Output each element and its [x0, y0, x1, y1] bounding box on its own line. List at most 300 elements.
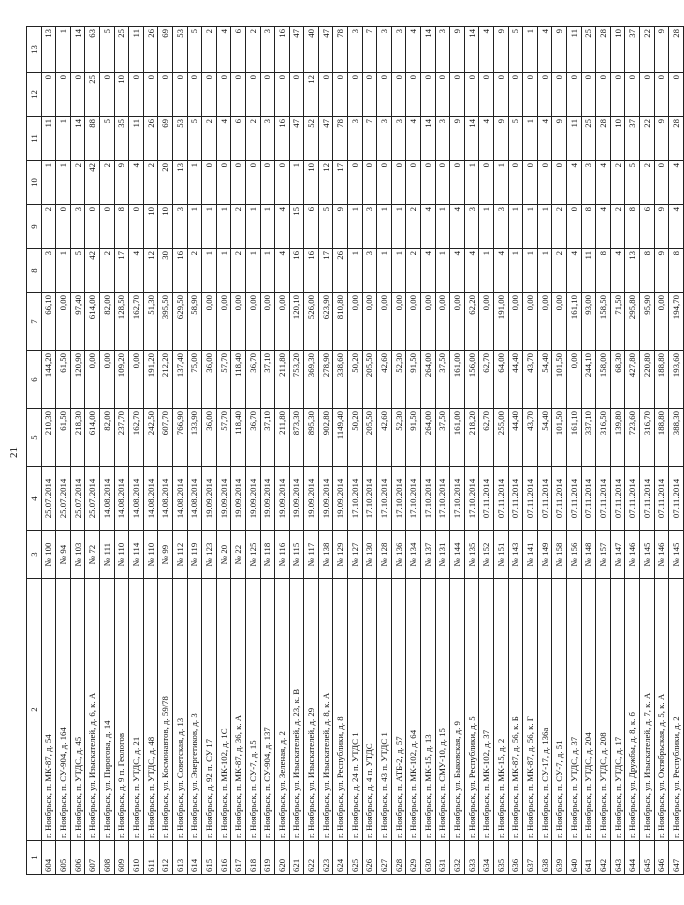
table-row — [552, 27, 567, 875]
table-cell: 118,40 — [231, 409, 246, 467]
table-cell: г. Ноябрьск, ул. Республики, д. 2 — [669, 579, 684, 841]
table-row — [581, 27, 596, 875]
table-cell: 53 — [172, 117, 187, 161]
table-cell: 1 — [479, 249, 494, 293]
table-cell: 2 — [231, 205, 246, 249]
table-cell: 133,90 — [187, 409, 202, 467]
table-cell: 244,10 — [581, 351, 596, 409]
table-cell: 4 — [479, 117, 494, 161]
table-cell: 07.11.2014 — [508, 467, 523, 531]
table-cell: 0 — [508, 73, 523, 117]
table-cell: № 119 — [187, 531, 202, 579]
column-number-header: 11 — [27, 117, 42, 161]
table-cell: № 145 — [639, 531, 654, 579]
table-cell: 25.07.2014 — [56, 467, 71, 531]
table-cell: № 22 — [231, 531, 246, 579]
table-cell: 42,60 — [377, 351, 392, 409]
table-cell: 0 — [99, 205, 114, 249]
table-cell: 0 — [566, 205, 581, 249]
table-cell: 78 — [333, 27, 348, 73]
table-cell: 07.11.2014 — [523, 467, 538, 531]
table-cell: 1 — [56, 249, 71, 293]
table-cell: 3 — [348, 27, 363, 73]
table-cell: № 145 — [669, 531, 684, 579]
table-cell: 629,50 — [172, 293, 187, 351]
table-row — [56, 27, 71, 875]
table-cell: 17.10.2014 — [421, 467, 436, 531]
table-cell: 4 — [596, 205, 611, 249]
table-cell: 28 — [596, 117, 611, 161]
table-cell: 0 — [494, 73, 509, 117]
table-cell: 0 — [56, 73, 71, 117]
table-cell: 11 — [129, 27, 144, 73]
table-cell: 17.10.2014 — [377, 467, 392, 531]
table-cell: 5 — [318, 205, 333, 249]
table-cell: 69 — [158, 27, 173, 73]
table-cell: № 99 — [158, 531, 173, 579]
table-cell: 638 — [537, 841, 552, 875]
table-cell: 0 — [391, 161, 406, 205]
table-cell: 4 — [216, 27, 231, 73]
table-cell: 37 — [625, 117, 640, 161]
table-cell: 53 — [172, 27, 187, 73]
table-cell: 1 — [523, 249, 538, 293]
table-cell: 4 — [596, 161, 611, 205]
table-cell: г. Ноябрьск, ул. Дружбы, д. 8, к. б — [625, 579, 640, 841]
table-cell: 78 — [333, 117, 348, 161]
table-row — [245, 27, 260, 875]
table-cell: 609 — [114, 841, 129, 875]
table-row — [70, 27, 85, 875]
table-cell: 17.10.2014 — [406, 467, 421, 531]
table-cell: 13 — [625, 249, 640, 293]
table-cell: 0 — [566, 73, 581, 117]
table-cell: 3 — [435, 117, 450, 161]
table-cell: 139,80 — [610, 409, 625, 467]
column-number-header: 10 — [27, 161, 42, 205]
table-cell: 10 — [158, 205, 173, 249]
table-cell: 82,00 — [99, 293, 114, 351]
table-cell: № 130 — [362, 531, 377, 579]
table-cell: 6 — [231, 117, 246, 161]
table-cell: 52,30 — [391, 409, 406, 467]
table-cell: 14.08.2014 — [99, 467, 114, 531]
table-cell: 17.10.2014 — [450, 467, 465, 531]
table-cell: № 146 — [625, 531, 640, 579]
table-cell: 639 — [552, 841, 567, 875]
table-cell: 16 — [289, 249, 304, 293]
column-number-header: 8 — [27, 249, 42, 293]
table-cell: 614,00 — [85, 293, 100, 351]
table-cell: 617 — [231, 841, 246, 875]
table-cell: 0 — [245, 161, 260, 205]
table-cell: 7 — [362, 27, 377, 73]
table-cell: № 152 — [479, 531, 494, 579]
table-cell: 0 — [523, 161, 538, 205]
table-cell: 13 — [41, 27, 56, 73]
table-cell: 388,30 — [669, 409, 684, 467]
table-cell: 194,70 — [669, 293, 684, 351]
table-cell: 162,70 — [129, 293, 144, 351]
table-cell: 137,40 — [172, 351, 187, 409]
table-row — [494, 27, 509, 875]
table-cell: 19.09.2014 — [318, 467, 333, 531]
table-cell: 1 — [523, 27, 538, 73]
table-row — [362, 27, 377, 875]
table-cell: 5 — [187, 117, 202, 161]
table-row — [377, 27, 392, 875]
table-cell: 0,00 — [421, 293, 436, 351]
table-cell: 616 — [216, 841, 231, 875]
table-row — [596, 27, 611, 875]
table-cell: 4 — [494, 249, 509, 293]
table-cell: 0,00 — [552, 293, 567, 351]
table-cell: 3 — [362, 205, 377, 249]
table-cell: 0 — [362, 161, 377, 205]
table-cell: г. Ноябрьск, п. СУ-904, д. 164 — [56, 579, 71, 841]
table-cell: г. Ноябрьск, ул. Космонавтов, д. 59/78 — [158, 579, 173, 841]
table-cell: 211,80 — [275, 351, 290, 409]
table-cell: 4 — [464, 249, 479, 293]
table-cell: 3 — [581, 161, 596, 205]
table-cell: 3 — [464, 205, 479, 249]
table-cell: г. Ноябрьск, п. УТДС, д. 17 — [610, 579, 625, 841]
table-cell: 2 — [202, 117, 217, 161]
table-cell: 753,20 — [289, 351, 304, 409]
table-cell: 42,60 — [377, 409, 392, 467]
table-cell: 2 — [187, 249, 202, 293]
table-cell: 1 — [391, 205, 406, 249]
table-cell: 14.08.2014 — [143, 467, 158, 531]
table-cell: 1 — [41, 161, 56, 205]
table-cell: № 20 — [216, 531, 231, 579]
table-cell: 623,90 — [318, 293, 333, 351]
table-cell: 1 — [202, 205, 217, 249]
table-cell: г. Ноябрьск, ул. Энергетиков, д. 3 — [187, 579, 202, 841]
table-row — [333, 27, 348, 875]
table-cell: 26 — [143, 27, 158, 73]
table-cell: № 103 — [70, 531, 85, 579]
table-cell: г. Ноябрьск, ул. Изыскателей, д. 6, к. А — [85, 579, 100, 841]
table-cell: 12 — [143, 249, 158, 293]
table-row — [566, 27, 581, 875]
table-cell: 193,60 — [669, 351, 684, 409]
table-cell: 3 — [41, 249, 56, 293]
table-cell: 191,00 — [494, 293, 509, 351]
table-cell: 5 — [187, 27, 202, 73]
table-cell: 9 — [333, 205, 348, 249]
table-cell: 619 — [260, 841, 275, 875]
table-cell: № 141 — [523, 531, 538, 579]
table-cell: г. Ноябрьск, п. МК-15, д. 2 — [494, 579, 509, 841]
table-cell: г. Ноябрьск, п. УТДС, д. 37 — [566, 579, 581, 841]
column-number-header: 6 — [27, 351, 42, 409]
table-cell: 0,00 — [216, 293, 231, 351]
table-cell: 0 — [275, 73, 290, 117]
table-cell: 4 — [216, 117, 231, 161]
table-cell: г. Ноябрьск, п. МК-87, д. 56, к. Г — [523, 579, 538, 841]
table-cell: 614,00 — [85, 409, 100, 467]
table-cell: № 94 — [56, 531, 71, 579]
table-cell: 19.09.2014 — [202, 467, 217, 531]
table-cell: 91,50 — [406, 409, 421, 467]
table-cell: г. Ноябрьск, п. МК-102, д. 1С — [216, 579, 231, 841]
table-cell: 07.11.2014 — [639, 467, 654, 531]
table-cell: № 115 — [289, 531, 304, 579]
table-cell: 0 — [377, 161, 392, 205]
table-cell: 14 — [70, 27, 85, 73]
table-cell: 10 — [304, 161, 319, 205]
table-cell: № 123 — [202, 531, 217, 579]
table-cell: № 112 — [172, 531, 187, 579]
table-cell: 643 — [610, 841, 625, 875]
table-cell: 0 — [70, 73, 85, 117]
table-cell: 14.08.2014 — [129, 467, 144, 531]
table-cell: 66,10 — [41, 293, 56, 351]
table-cell: 14.08.2014 — [114, 467, 129, 531]
table-cell: 873,30 — [289, 409, 304, 467]
table-cell: 19.09.2014 — [304, 467, 319, 531]
table-cell: 36,70 — [245, 351, 260, 409]
table-cell: 0 — [231, 161, 246, 205]
table-cell: 25.07.2014 — [41, 467, 56, 531]
table-cell: 621 — [289, 841, 304, 875]
table-cell: 637 — [523, 841, 538, 875]
table-cell: 0 — [41, 73, 56, 117]
table-cell: 1 — [260, 205, 275, 249]
table-cell: 0 — [158, 73, 173, 117]
table-cell: 52,30 — [391, 351, 406, 409]
table-cell: 0,00 — [245, 293, 260, 351]
table-cell: 9 — [450, 117, 465, 161]
table-row — [625, 27, 640, 875]
table-cell: 0 — [406, 161, 421, 205]
table-cell: 07.11.2014 — [537, 467, 552, 531]
table-cell: № 129 — [333, 531, 348, 579]
table-cell: 723,60 — [625, 409, 640, 467]
table-row — [406, 27, 421, 875]
table-cell: 220,80 — [639, 351, 654, 409]
table-cell: 68,30 — [610, 351, 625, 409]
table-cell: 0,00 — [377, 293, 392, 351]
table-cell: 369,30 — [304, 351, 319, 409]
table-cell: 4 — [669, 205, 684, 249]
table-cell: 5 — [70, 249, 85, 293]
table-cell: № 116 — [275, 531, 290, 579]
table-cell: 37,10 — [260, 351, 275, 409]
table-cell: 5 — [508, 117, 523, 161]
table-cell: 610 — [129, 841, 144, 875]
table-cell: 628 — [391, 841, 406, 875]
table-cell: 36,70 — [245, 409, 260, 467]
table-cell: г. Ноябрьск, ул. Быковская, д. 9 — [450, 579, 465, 841]
table-cell: 47 — [318, 27, 333, 73]
column-number-header: 1 — [27, 841, 42, 875]
table-cell: 43,70 — [523, 351, 538, 409]
table-cell: 895,30 — [304, 409, 319, 467]
table-cell: 0 — [435, 161, 450, 205]
table-cell: г. Ноябрьск, п. УТДС, д. 204 — [581, 579, 596, 841]
table-cell: 218,20 — [464, 409, 479, 467]
table-cell: 0,00 — [435, 293, 450, 351]
table-cell: 161,10 — [566, 409, 581, 467]
table-cell: 4 — [566, 249, 581, 293]
table-cell: г. Ноябрьск, п. СУ-17, д. 136а — [537, 579, 552, 841]
table-cell: 1 — [245, 249, 260, 293]
table-cell: 0 — [129, 205, 144, 249]
table-cell: 1 — [464, 161, 479, 205]
table-row — [421, 27, 436, 875]
table-cell: 07.11.2014 — [596, 467, 611, 531]
table-cell: 37,50 — [435, 351, 450, 409]
table-cell: 0,00 — [56, 293, 71, 351]
table-cell: 15 — [289, 205, 304, 249]
table-cell: 526,00 — [304, 293, 319, 351]
table-cell: 634 — [479, 841, 494, 875]
table-cell: № 118 — [260, 531, 275, 579]
table-cell: г. Ноябрьск, ул. Октябрьская, д. 5, к. А — [654, 579, 669, 841]
table-cell: 9 — [552, 117, 567, 161]
table-cell: 17.10.2014 — [348, 467, 363, 531]
table-cell: 25 — [114, 27, 129, 73]
table-cell: 101,50 — [552, 351, 567, 409]
table-cell: 14 — [421, 117, 436, 161]
table-cell: 0,00 — [260, 293, 275, 351]
table-row — [202, 27, 217, 875]
table-cell: 4 — [450, 249, 465, 293]
table-cell: 5 — [99, 117, 114, 161]
table-cell: 218,30 — [70, 409, 85, 467]
table-cell: 28 — [596, 27, 611, 73]
table-cell: 647 — [669, 841, 684, 875]
table-cell: 3 — [377, 27, 392, 73]
table-cell: 1 — [56, 117, 71, 161]
table-cell: 0 — [610, 73, 625, 117]
table-cell: 0 — [289, 73, 304, 117]
table-cell: 43,70 — [523, 409, 538, 467]
table-cell: 14.08.2014 — [158, 467, 173, 531]
table-cell: 0 — [333, 73, 348, 117]
table-cell: 0 — [406, 73, 421, 117]
table-cell: 07.11.2014 — [566, 467, 581, 531]
table-cell: 8 — [669, 249, 684, 293]
table-cell: 07.11.2014 — [625, 467, 640, 531]
table-cell: 35 — [114, 117, 129, 161]
table-cell: 37,10 — [260, 409, 275, 467]
table-cell: 0 — [85, 205, 100, 249]
table-cell: 613 — [172, 841, 187, 875]
table-cell: 1 — [289, 161, 304, 205]
table-cell: № 72 — [85, 531, 100, 579]
table-cell: 16 — [172, 249, 187, 293]
table-cell: 0 — [537, 161, 552, 205]
table-cell: № 146 — [654, 531, 669, 579]
table-cell: 25 — [581, 27, 596, 73]
table-cell: 427,80 — [625, 351, 640, 409]
column-number-header-row — [27, 27, 42, 875]
table-cell: г. Ноябрьск, ул. Изыскателей, д. 29 — [304, 579, 319, 841]
table-cell: 69 — [158, 117, 173, 161]
table-cell: г. Ноябрьск, ул. Республики, д. 8 — [333, 579, 348, 841]
table-cell: 0 — [348, 73, 363, 117]
table-cell: № 127 — [348, 531, 363, 579]
table-cell: 2 — [406, 249, 421, 293]
table-cell: 128,50 — [114, 293, 129, 351]
table-cell: 632 — [450, 841, 465, 875]
table-cell: 62,70 — [479, 409, 494, 467]
table-cell: 42 — [85, 161, 100, 205]
table-cell: 22 — [639, 117, 654, 161]
table-row — [260, 27, 275, 875]
table-cell: 11 — [566, 27, 581, 73]
table-cell: 0,00 — [362, 293, 377, 351]
table-cell: 8 — [625, 205, 640, 249]
table-row — [231, 27, 246, 875]
table-cell: № 144 — [450, 531, 465, 579]
page-number: 21 — [8, 447, 20, 458]
table-cell: 61,50 — [56, 409, 71, 467]
table-cell: 1 — [377, 205, 392, 249]
table-row — [537, 27, 552, 875]
table-cell: 2 — [610, 205, 625, 249]
table-cell: 0 — [523, 73, 538, 117]
table-cell: 19.09.2014 — [275, 467, 290, 531]
table-cell: 612 — [158, 841, 173, 875]
table-cell: 82,00 — [99, 409, 114, 467]
table-cell: 1 — [494, 161, 509, 205]
table-cell: 633 — [464, 841, 479, 875]
table-row — [464, 27, 479, 875]
table-cell: 644 — [625, 841, 640, 875]
table-cell: 205,50 — [362, 351, 377, 409]
table-cell: 16 — [275, 27, 290, 73]
table-cell: 14.08.2014 — [172, 467, 187, 531]
table-cell: 5 — [99, 27, 114, 73]
table-cell: 0,00 — [508, 293, 523, 351]
table-cell: 3 — [377, 117, 392, 161]
table-cell: 0,00 — [129, 351, 144, 409]
table-cell: 17 — [333, 161, 348, 205]
table-cell: 13 — [172, 161, 187, 205]
table-cell: 0 — [216, 161, 231, 205]
table-cell: № 125 — [245, 531, 260, 579]
table-cell: 3 — [435, 27, 450, 73]
table-row — [304, 27, 319, 875]
table-cell: 1 — [348, 249, 363, 293]
table-cell: 30 — [158, 249, 173, 293]
table-cell: г. Ноябрьск, ул. Изыскателей, д. 23, к. В — [289, 579, 304, 841]
housing-register-table — [26, 26, 684, 875]
column-number-header: 7 — [27, 293, 42, 351]
table-cell: 14 — [464, 27, 479, 73]
table-row — [523, 27, 538, 875]
table-cell: 16 — [275, 117, 290, 161]
table-cell: 26 — [143, 117, 158, 161]
table-cell: 237,70 — [114, 409, 129, 467]
table-cell: 766,90 — [172, 409, 187, 467]
table-cell: 161,00 — [450, 409, 465, 467]
table-cell: 10 — [143, 205, 158, 249]
table-cell: 8 — [639, 249, 654, 293]
table-row — [41, 27, 56, 875]
table-cell: 97,40 — [70, 293, 85, 351]
table-cell: г. Ноябрьск, ул. Изыскателей, д. 8, к. А — [318, 579, 333, 841]
table-cell: 0 — [669, 73, 684, 117]
table-cell: г. Ноябрьск, ул. Зеленая, д. 2 — [275, 579, 290, 841]
table-row — [172, 27, 187, 875]
table-cell: 17.10.2014 — [362, 467, 377, 531]
table-cell: 10 — [114, 73, 129, 117]
